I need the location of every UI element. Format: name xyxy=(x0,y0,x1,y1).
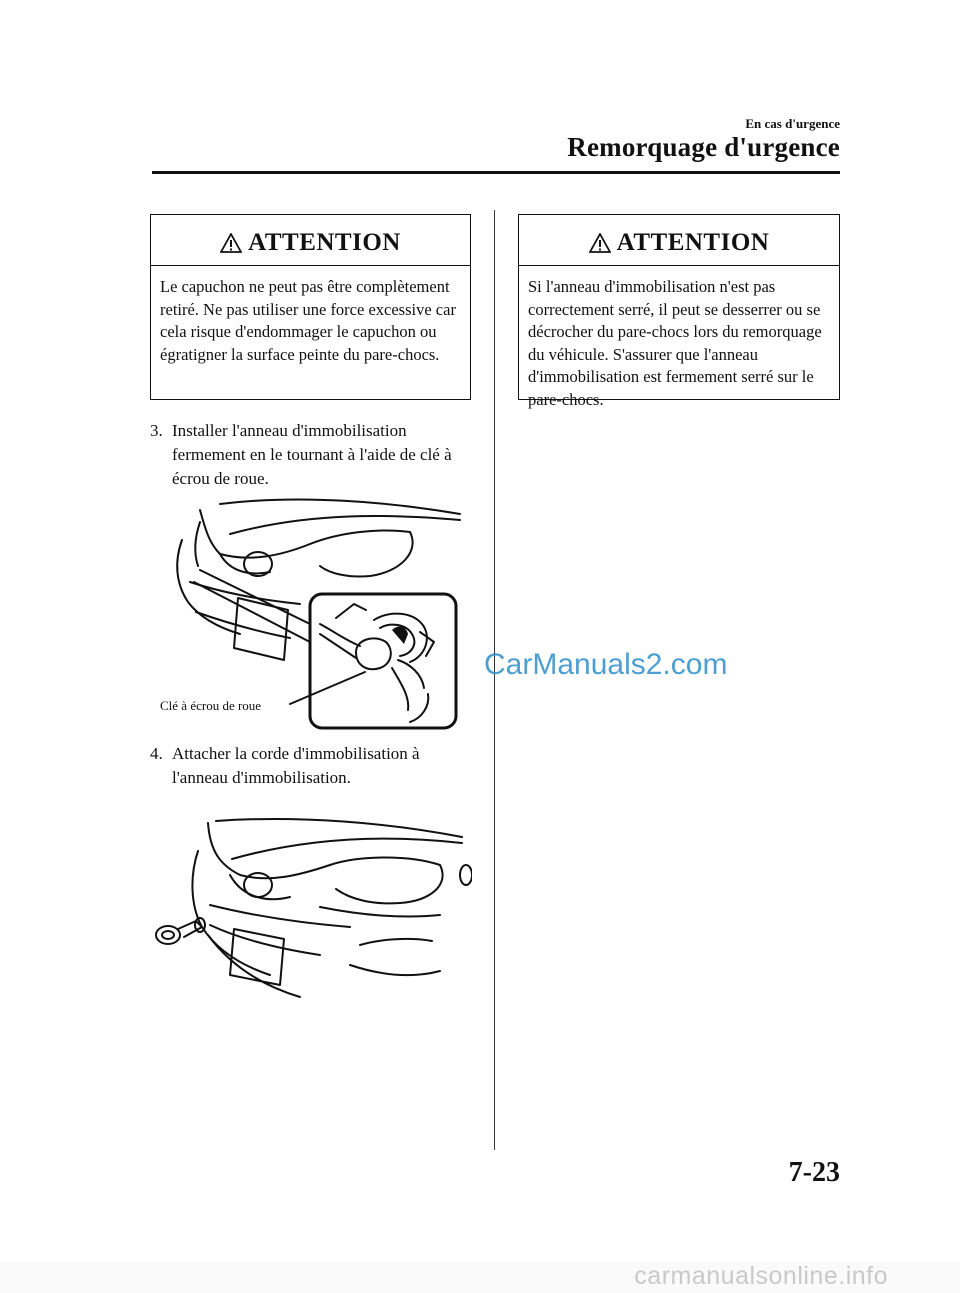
warning-icon xyxy=(220,233,242,253)
caution-title-right xyxy=(528,221,830,265)
step-4 xyxy=(150,742,472,790)
page-number: 7-23 xyxy=(788,1157,840,1188)
figure-tow-eye-attached xyxy=(150,815,472,1015)
caution-text-right: Si l'anneau d'immobilisation n'est pas correctement serré, il peut se desserrer ou se décrocher du pare-chocs lors du remorquage du véhicule. S'assurer que l'anneau d'immobilisation est fermement serré sur le pare-chocs. xyxy=(528,277,822,409)
figure-label-wheel-wrench: Clé à écrou de roue xyxy=(160,698,262,713)
header-section: En cas d'urgence xyxy=(745,116,840,131)
caution-title-text-left: ATTENTION xyxy=(248,229,401,256)
header-rule xyxy=(152,171,840,174)
watermark-bottom-text: carmanualsonline.info xyxy=(634,1262,888,1290)
step-3-text: Installer l'anneau d'immobilisation fermement en le tournant à l'aide de clé à écrou de roue. xyxy=(172,421,452,488)
caution-title-left xyxy=(160,221,461,265)
caution-box-right xyxy=(518,214,840,409)
step-3-number: 3. xyxy=(150,421,163,440)
step-4-text: Attacher la corde d'immobilisation à l'anneau d'immobilisation. xyxy=(172,744,420,787)
step-3 xyxy=(150,419,472,491)
watermark-center: CarManuals2.com xyxy=(484,648,728,681)
caution-box-left xyxy=(150,214,471,400)
warning-icon xyxy=(589,233,611,253)
caution-text-left: Le capuchon ne peut pas être complètement retiré. Ne pas utiliser une force excessive car cela risque d'endommager le capuchon ou égratigner la surface peinte du pare-chocs. xyxy=(160,277,456,364)
page-title: Remorquage d'urgence xyxy=(567,132,840,162)
watermark-bar xyxy=(0,1262,960,1293)
figure-install-tow-eye xyxy=(160,492,472,732)
step-4-number: 4. xyxy=(150,744,163,763)
caution-title-text-right: ATTENTION xyxy=(616,229,770,256)
